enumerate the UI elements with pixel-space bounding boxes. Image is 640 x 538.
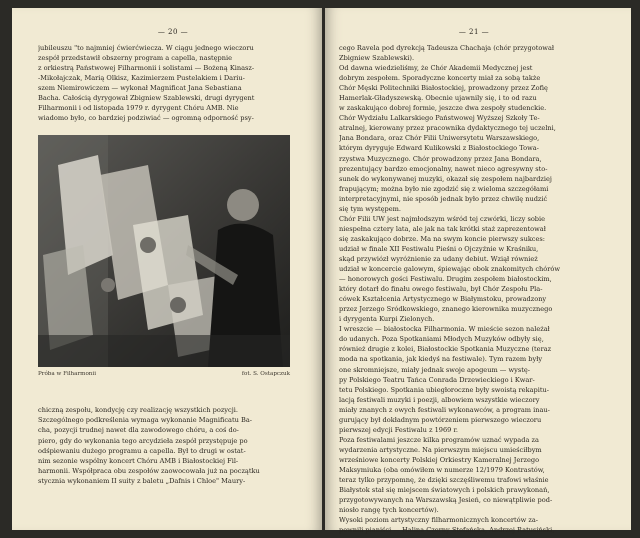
text-line: udział w koncercie galowym, śpiewając obok znakomitych chórów <box>339 265 561 274</box>
text-line: Chór Męski Politechniki Białostockiej, prowadzony przez Zofię <box>339 84 548 93</box>
text-line: Białystok stał się miejscem światowych i polskich prawykonań, <box>339 486 550 495</box>
text-line: Jana Bondara, oraz Chór Filii Uniwersytetu Warszawskiego, <box>339 134 540 143</box>
text-line: — honorowych gości Festiwalu. Drugim zespołem białostockim, <box>339 275 552 284</box>
text-line: przygotowywanych na Warszawską Jesień, co niewątpliwie pod- <box>339 496 553 505</box>
text-line: jubileuszu "to najmniej ćwierćwiecza. W ciągu jednego wieczoru <box>38 44 254 52</box>
text-line: tetu Polskiego. Spotkania ubiegłoroczne były swoistą rekapitu- <box>339 385 549 394</box>
text-line: gurujący był dokładnym powtórzeniem pierwszego wieczoru <box>339 415 542 424</box>
text-line: również drugie z kolei, Białostockie Spotkania Muzyczne (teraz <box>339 345 552 354</box>
text-line: pierwszej edycji Festiwalu z 1969 r. <box>339 425 458 434</box>
text-line: rzystwa Muzycznego. Chór prowadzony przez Jana Bondara, <box>339 154 542 163</box>
text-line: z orkiestrą Państwowej Filharmonii i solistami — Bożeną Kinasz- <box>38 64 255 73</box>
text-line: Poza festiwalami jeszcze kilka programów uznać wypada za <box>339 435 539 444</box>
text-line: szem Niemirowiczem — wykonał Magnificat Jana Sebastiana <box>38 84 242 93</box>
left-page <box>12 8 322 530</box>
text-line: Chór Wydziału Lalkarskiego Państwowej Wyższej Szkoły Te- <box>339 114 540 123</box>
text-line: -Mikołajczak, Marią Olkisz, Kazimierzem Pustelakiem i Dariu- <box>38 74 245 83</box>
text-line: wrześniowe koncerty Polskiej Orkiestry Kameralnej Jerzego <box>339 455 540 464</box>
text-line: Wysoki poziom artystyczny filharmonicznych koncertów za- <box>339 516 538 525</box>
text-line: zespół przedstawił obszerny program a capella, następnie <box>38 54 232 63</box>
text-line: nim sezonie wspólny koncert Chóru AMB i Białostockiej Fil- <box>38 456 239 465</box>
text-line: cha, pozycji trudnej nawet dla zawodowego chóru, a coś do- <box>38 426 239 435</box>
text-line: interpretacyjnymi, nie sposób jednak było przez chwilę nudzić <box>339 194 548 203</box>
photo-caption: Próba w Filharmonii <box>38 371 96 378</box>
text-line: Zbigniew Szablewski). <box>339 54 415 63</box>
text-line: pewnili pianiści — Halina Czerny-Stefańska, Andrzej Ratusiński, <box>339 526 555 535</box>
text-line: chiczną zespołu, kondycję czy realizację wszystkich pozycji. <box>38 406 238 415</box>
text-line: wydarzenia artystyczne. Na pierwszym miejscu umieściłbym <box>339 445 542 454</box>
text-line: w zaskakująco dobrej formie, jeszcze dwa zespoły studenckie. <box>339 104 547 113</box>
text-line: miały znanych z owych festiwali wykonawców, a program inau- <box>339 405 550 414</box>
text-line: cówek Kształcenia Artystycznego w Białymstoku, prowadzony <box>339 295 547 304</box>
right-body-text <box>339 43 609 535</box>
text-line: Chór Filii UW jest najmłodszym wśród tej czwórki, liczy sobie <box>339 214 546 223</box>
text-line: się tym występem. <box>339 204 401 213</box>
text-line: harmonii. Współpraca obu zespołów zaowocowała już na początku <box>38 466 260 475</box>
left-bottom-paragraph <box>38 405 308 485</box>
text-line: Maksymiuka (oba omówiłem w numerze 12/1979 Kontrastów, <box>339 465 545 474</box>
photo-figure <box>38 135 302 377</box>
text-line: piero, gdy do wykonania tego arcydzieła zespół przystępuje po <box>38 436 248 445</box>
text-line: Od dawna wiedzieliśmy, że Chór Akademii Medycznej jest <box>339 64 533 73</box>
text-line: odśpiewaniu dużego programu a capella. Był to drugi w ostat- <box>38 446 246 455</box>
text-line: prezentujący bardzo emocjonalny, nawet nieco agresywny sto- <box>339 164 548 173</box>
page-number-right: — 21 — <box>458 28 490 36</box>
page-number-left: — 20 — <box>157 28 189 36</box>
text-line: Bacha. Całością dyrygował Zbigniew Szablewski, drugi dyrygent <box>38 94 255 103</box>
right-page <box>325 8 631 535</box>
text-line: Szczególnego podkreślenia wymaga wykonanie Magnificatu Ba- <box>38 416 252 425</box>
text-line: Filharmonii i od listopada 1979 r. dyrygent Chóru AMB. Nie <box>38 104 239 113</box>
rehearsal-photo <box>38 135 290 367</box>
text-line: wiadomo było, co bardziej podziwiać — ogromną odporność psy- <box>38 114 254 123</box>
text-line: niespełna cztery lata, ale jak na tak krótki staż zaprezentował <box>339 224 546 233</box>
left-top-paragraph <box>38 43 308 123</box>
text-line: teraz tylko przypomnę, że dzięki szczęśliwemu trafowi właśnie <box>339 476 549 485</box>
text-line: skąd przywiózł wyróżnienie za udany debiut. Wziął również <box>339 254 538 263</box>
text-line: przez Jerzego Sródkowskiego, znanego kierownika muzycznego <box>339 305 553 314</box>
text-line: się zaskakująco dobrze. Ma na swym koncie pierwszy sukces: <box>339 234 546 243</box>
text-line: do udanych. Poza Spotkaniami Młodych Muzyków odbyły się, <box>339 335 544 344</box>
text-line: atralnej, kierowany przez pracownika dydaktycznego tej uczelni, <box>339 124 556 133</box>
text-line: cego Ravela pod dyrekcją Tadeusza Chachaja (chór przygotował <box>339 44 555 52</box>
text-line: i dyrygenta Kurpi Zielonych. <box>339 315 435 324</box>
text-line: lacją festiwali muzyki i poezji, albowiem wszystkie wieczory <box>339 395 540 404</box>
text-line: frapującym; można było nie zgodzić się z wieloma szczegółami <box>339 184 549 193</box>
text-line: stycznia wykonaniem II suity z baletu „Dafnis i Chloe" Maury- <box>38 476 246 485</box>
text-line: udział w finale XII Festiwalu Pieśni o Ojczyźnie w Kraśniku, <box>339 244 539 253</box>
text-line: py Polskiego Teatru Tańca Conrada Drzewieckiego i Kwar- <box>339 375 535 384</box>
text-line: niosło rangę tych koncertów). <box>339 506 439 515</box>
text-line: one skromniejsze, miały jednak swoje apogeum — wystę- <box>339 365 531 374</box>
text-line: Hamerlak-Gładyszewską. Obecnie ujawnily się, i to od razu <box>339 94 537 103</box>
photo-credit: fot. S. Ostapczuk <box>241 371 290 378</box>
text-line: dobrym zespołem. Sporadyczne koncerty miał za sobą także <box>339 74 541 83</box>
text-line: który dotarł do finału owego festiwalu, był Chór Zespołu Pla- <box>339 285 543 294</box>
text-line: I wreszcie — białostocka Filharmonia. W mieście sezon należał <box>339 325 550 334</box>
text-line: którym dyryguje Edward Kulikowski z Białostockiego Towa- <box>339 144 539 153</box>
text-line: sunek do wykonywanej muzyki, okazał się zespołem najbardziej <box>339 174 552 183</box>
text-line: moda na spotkania, jak kiedyś na festiwale). Tym razem były <box>339 355 543 364</box>
